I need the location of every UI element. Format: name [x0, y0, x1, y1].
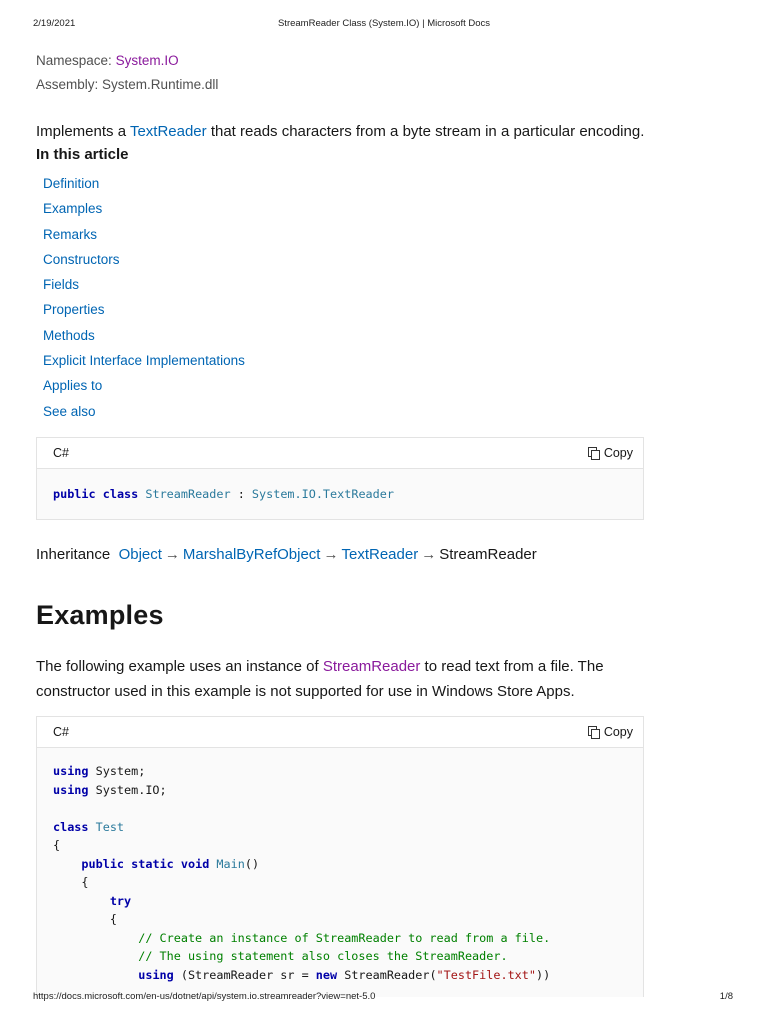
assembly-label: Assembly: — [36, 77, 99, 92]
toc-title: In this article — [36, 146, 129, 163]
toc-item[interactable]: Examples — [43, 201, 103, 217]
print-page-title: StreamReader Class (System.IO) | Microsoft Docs — [277, 18, 491, 29]
inheritance-current: StreamReader — [439, 546, 537, 563]
inheritance-line — [36, 546, 537, 563]
toc-item[interactable]: Definition — [43, 176, 100, 191]
arrow-right-icon: → — [164, 546, 180, 563]
examples-paragraph: The following example uses an instance of StreamReader to read text from a file. The constructor used in this example is not supported for use in Windows Store Apps. — [36, 658, 604, 700]
print-date: 2/19/2021 — [33, 18, 76, 29]
summary-text: Implements a TextReader that reads characters from a byte stream in a particular encoding. — [36, 123, 645, 140]
example-code-block — [36, 716, 644, 997]
toc-item[interactable]: Constructors — [43, 251, 120, 267]
toc-item[interactable]: Remarks — [43, 226, 98, 242]
toc-list — [43, 176, 245, 429]
toc-item[interactable]: See also — [43, 403, 96, 419]
declaration-code: public class StreamReader : System.IO.TextReader — [53, 487, 394, 501]
print-page-number: 1/8 — [719, 991, 733, 1002]
toc-item[interactable]: Fields — [43, 277, 80, 293]
print-header — [0, 18, 768, 32]
code-language: C# — [53, 446, 69, 460]
inheritance-label: Inheritance — [36, 546, 111, 563]
namespace-line — [36, 53, 179, 68]
copy-button[interactable] — [588, 725, 633, 739]
arrow-right-icon: → — [421, 546, 437, 563]
declaration-code-block — [36, 437, 644, 520]
copy-button[interactable] — [588, 446, 633, 460]
textreader-link[interactable]: TextReader — [129, 123, 207, 140]
code-header — [37, 717, 643, 748]
namespace-link[interactable]: System.IO — [115, 53, 179, 68]
inheritance-marshal-link[interactable]: MarshalByRefObject — [182, 546, 321, 563]
assembly-value: System.Runtime.dll — [102, 77, 219, 92]
copy-label: Copy — [603, 725, 633, 739]
copy-icon — [588, 447, 599, 459]
toc-item[interactable]: Properties — [43, 302, 105, 318]
inheritance-textreader-link[interactable]: TextReader — [341, 546, 419, 563]
arrow-right-icon: → — [323, 546, 339, 563]
example-code: using System; using System.IO; class Test { public static void Main() { try { // Create an instance of StreamReader to read from a file. // The using statement also closes the StreamReader. using (StreamReader sr = new StreamReader("TestFile.txt")) — [53, 764, 551, 982]
namespace-label: Namespace: — [36, 53, 112, 68]
copy-icon — [588, 726, 599, 738]
toc-item[interactable]: Explicit Interface Implementations — [43, 353, 245, 369]
toc-item[interactable]: Applies to — [43, 378, 103, 394]
code-header — [37, 438, 643, 469]
toc-item[interactable]: Methods — [43, 327, 95, 343]
assembly-line — [36, 77, 218, 92]
inheritance-object-link[interactable]: Object — [118, 546, 162, 563]
print-url: https://docs.microsoft.com/en-us/dotnet/api/system.io.streamreader?view=net-5.0 — [33, 991, 376, 1002]
examples-heading: Examples — [36, 600, 164, 630]
print-footer — [0, 991, 768, 1005]
code-language: C# — [53, 725, 69, 739]
streamreader-link[interactable]: StreamReader — [322, 658, 421, 675]
copy-label: Copy — [603, 446, 633, 460]
